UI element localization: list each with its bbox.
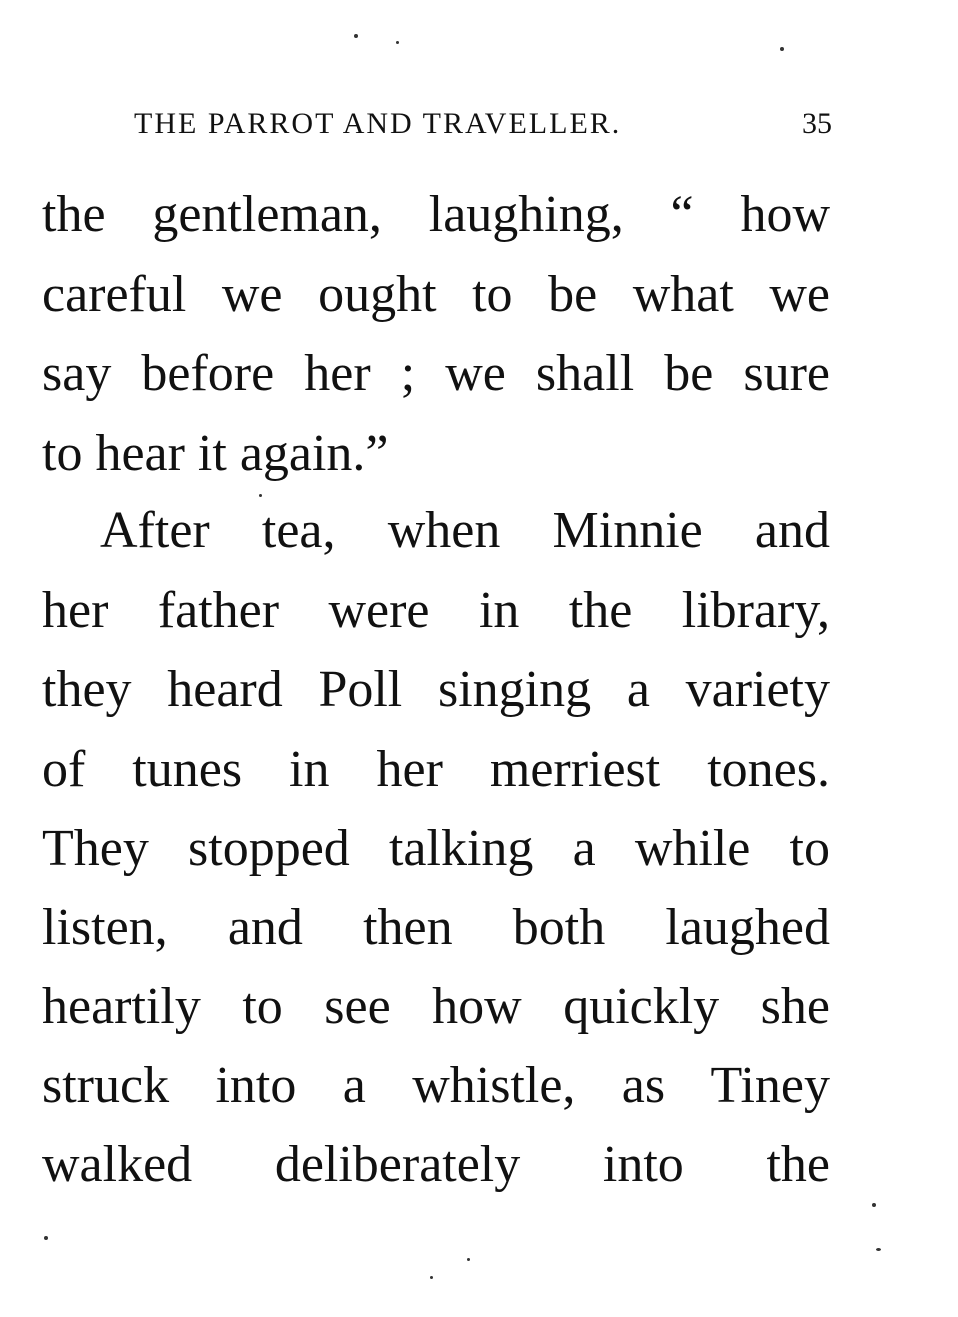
text-line-2: careful we ought to be what we — [42, 266, 830, 323]
text-line-12: struck into a whistle, as Tiney — [42, 1057, 830, 1114]
scan-speck — [780, 47, 784, 51]
text-line-11: heartily to see how quickly she — [42, 978, 830, 1035]
scan-speck — [44, 1236, 48, 1240]
text-line-8: of tunes in her merriest tones. — [42, 741, 830, 798]
text-line-7: they heard Poll singing a variety — [42, 661, 830, 718]
running-head — [134, 104, 832, 144]
scan-speck — [872, 1203, 876, 1207]
text-line-4: to hear it again.” — [42, 425, 389, 482]
text-line-3: say before her ; we shall be sure — [42, 345, 830, 402]
scan-speck — [467, 1258, 470, 1261]
running-title: THE PARROT AND TRAVELLER. — [134, 107, 622, 140]
scan-speck — [354, 34, 358, 38]
text-line-5: After tea, when Minnie and — [100, 502, 830, 559]
scan-speck — [876, 1248, 881, 1251]
page-number: 35 — [802, 107, 832, 140]
text-line-1: the gentleman, laughing, “ how — [42, 186, 830, 243]
text-line-10: listen, and then both laughed — [42, 899, 830, 956]
scan-speck — [430, 1276, 433, 1279]
text-line-9: They stopped talking a while to — [42, 820, 830, 877]
scan-speck — [396, 41, 399, 44]
text-line-13: walked deliberately into the — [42, 1136, 830, 1193]
scan-speck — [259, 494, 262, 497]
text-line-6: her father were in the library, — [42, 582, 830, 639]
